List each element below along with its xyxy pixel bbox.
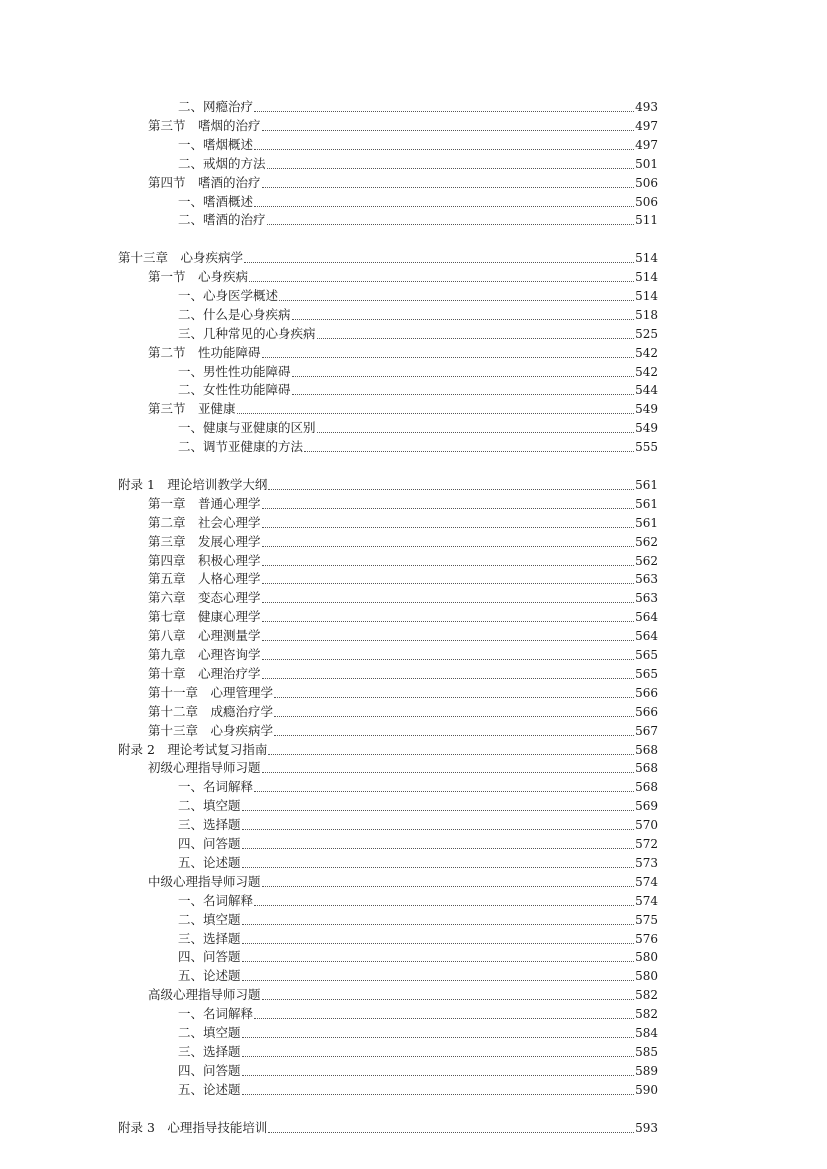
dot-leader: [262, 583, 635, 584]
toc-entry[interactable]: [178, 211, 658, 229]
toc-entry[interactable]: [178, 1062, 658, 1080]
toc-entry-label: 四、问答题: [178, 836, 241, 851]
dot-leader: [292, 319, 635, 320]
dot-leader: [262, 527, 635, 528]
toc-entry-page-number: 593: [635, 1121, 658, 1135]
dot-leader: [242, 1056, 635, 1057]
dot-leader: [279, 300, 634, 301]
dot-leader: [262, 678, 635, 679]
dot-leader: [268, 754, 634, 755]
toc-entry[interactable]: [148, 627, 658, 645]
toc-entry[interactable]: [178, 854, 658, 872]
dot-leader: [242, 1094, 635, 1095]
toc-entry-page-number: 562: [635, 554, 658, 568]
dot-leader: [267, 224, 635, 225]
toc-entry-label: 四、问答题: [178, 1063, 241, 1078]
dot-leader: [262, 565, 635, 566]
toc-entry-label: 第三章 发展心理学: [148, 534, 261, 549]
toc-entry-page-number: 564: [635, 629, 658, 643]
toc-entry-label: 四、问答题: [178, 949, 241, 964]
dot-leader: [274, 716, 634, 717]
toc-entry[interactable]: [148, 344, 658, 362]
toc-entry-page-number: 580: [635, 969, 658, 983]
dot-leader: [254, 111, 634, 112]
toc-entry-label: 二、什么是心身疾病: [178, 307, 291, 322]
toc-entry-page-number: 575: [635, 913, 658, 927]
dot-leader: [262, 659, 635, 660]
toc-entry-page-number: 542: [635, 346, 658, 360]
dot-leader: [242, 980, 635, 981]
toc-entry[interactable]: [178, 816, 658, 834]
toc-entry[interactable]: [148, 533, 658, 551]
toc-entry[interactable]: [178, 1005, 658, 1023]
dot-leader: [262, 640, 635, 641]
toc-entry[interactable]: [178, 363, 658, 381]
dot-leader: [242, 1037, 635, 1038]
dot-leader: [254, 791, 634, 792]
toc-entry-label: 二、填空题: [178, 912, 241, 927]
toc-entry-page-number: 567: [635, 724, 658, 738]
toc-entry-page-number: 570: [635, 818, 658, 832]
toc-entry-page-number: 561: [635, 516, 658, 530]
toc-entry[interactable]: [148, 722, 658, 740]
toc-entry-page-number: 564: [635, 610, 658, 624]
toc-entry-page-number: 555: [635, 440, 658, 454]
dot-leader: [242, 924, 635, 925]
toc-entry-page-number: 525: [635, 327, 658, 341]
toc-entry-page-number: 569: [635, 799, 658, 813]
dot-leader: [274, 735, 634, 736]
dot-leader: [262, 187, 635, 188]
toc-entry-label: 二、女性性功能障碍: [178, 382, 291, 397]
dot-leader: [268, 1132, 634, 1133]
dot-leader: [254, 149, 634, 150]
dot-leader: [262, 130, 635, 131]
toc-entry-page-number: 561: [635, 478, 658, 492]
toc-entry-page-number: 580: [635, 950, 658, 964]
toc-entry[interactable]: [148, 552, 658, 570]
toc-entry-page-number: 568: [635, 743, 658, 757]
toc-entry-label: 五、论述题: [178, 855, 241, 870]
dot-leader: [262, 508, 635, 509]
toc-entry-label: 中级心理指导师习题: [148, 874, 261, 889]
toc-entry[interactable]: [118, 249, 658, 267]
toc-entry-page-number: 514: [635, 251, 658, 265]
toc-entry-label: 二、填空题: [178, 798, 241, 813]
toc-entry[interactable]: [178, 892, 658, 910]
toc-entry[interactable]: [118, 476, 658, 494]
toc-entry-page-number: 549: [635, 402, 658, 416]
toc-entry-label: 一、嗜烟概述: [178, 137, 254, 152]
dot-leader: [242, 1075, 635, 1076]
dot-leader: [254, 905, 634, 906]
dot-leader: [249, 281, 634, 282]
toc-entry-page-number: 514: [635, 270, 658, 284]
dot-leader: [304, 451, 634, 452]
dot-leader: [254, 1018, 634, 1019]
toc-entry-page-number: 568: [635, 761, 658, 775]
toc-entry-page-number: 582: [635, 1007, 658, 1021]
toc-entry-label: 三、选择题: [178, 1044, 241, 1059]
toc-entry-label: 第十三章 心身疾病学: [148, 723, 274, 738]
toc-entry-page-number: 549: [635, 421, 658, 435]
toc-entry-label: 初级心理指导师习题: [148, 760, 261, 775]
toc-entry[interactable]: [178, 381, 658, 399]
toc-entry-label: 二、嗜酒的治疗: [178, 212, 266, 227]
toc-entry-label: 附录 1 理论培训教学大纲: [118, 477, 268, 492]
dot-leader: [267, 168, 635, 169]
toc-entry-label: 第三节 嗜烟的治疗: [148, 118, 261, 133]
toc-entry-label: 第十三章 心身疾病学: [118, 250, 244, 265]
toc-entry[interactable]: [148, 759, 658, 777]
toc-entry-label: 一、名词解释: [178, 779, 254, 794]
toc-entry-page-number: 585: [635, 1045, 658, 1059]
toc-entry[interactable]: [178, 967, 658, 985]
toc-entry-page-number: 562: [635, 535, 658, 549]
toc-entry[interactable]: [148, 174, 658, 192]
toc-entry-label: 附录 2 理论考试复习指南: [118, 742, 268, 757]
toc-entry-page-number: 506: [635, 195, 658, 209]
toc-entry-label: 第二章 社会心理学: [148, 515, 261, 530]
toc-entry-label: 五、论述题: [178, 1082, 241, 1097]
toc-entry-page-number: 542: [635, 365, 658, 379]
toc-entry[interactable]: [148, 495, 658, 513]
toc-entry-page-number: 576: [635, 932, 658, 946]
toc-entry[interactable]: [148, 268, 658, 286]
toc-entry[interactable]: [178, 193, 658, 211]
toc-entry-page-number: 561: [635, 497, 658, 511]
toc-entry-page-number: 497: [635, 138, 658, 152]
dot-leader: [242, 848, 635, 849]
toc-entry-page-number: 584: [635, 1026, 658, 1040]
dot-leader: [244, 262, 634, 263]
dot-leader: [262, 546, 635, 547]
toc-entry-label: 高级心理指导师习题: [148, 987, 261, 1002]
toc-entry[interactable]: [178, 1081, 658, 1099]
toc-entry-label: 一、心身医学概述: [178, 288, 279, 303]
toc-entry[interactable]: [178, 911, 658, 929]
toc-entry[interactable]: [148, 117, 658, 135]
toc-entry-label: 第十二章 成瘾治疗学: [148, 704, 274, 719]
toc-entry-label: 第三节 亚健康: [148, 401, 236, 416]
toc-entry[interactable]: [178, 930, 658, 948]
toc-entry[interactable]: [148, 400, 658, 418]
toc-entry-label: 二、填空题: [178, 1025, 241, 1040]
toc-entry[interactable]: [118, 741, 658, 759]
toc-entry[interactable]: [148, 570, 658, 588]
toc-entry-label: 第一节 心身疾病: [148, 269, 249, 284]
dot-leader: [242, 829, 635, 830]
toc-entry[interactable]: [148, 703, 658, 721]
toc-entry[interactable]: [148, 589, 658, 607]
toc-entry[interactable]: [148, 514, 658, 532]
toc-entry[interactable]: [148, 665, 658, 683]
toc-entry-label: 二、调节亚健康的方法: [178, 439, 304, 454]
toc-entry[interactable]: [148, 986, 658, 1004]
toc-entry-page-number: 565: [635, 648, 658, 662]
dot-leader: [242, 867, 635, 868]
dot-leader: [262, 886, 635, 887]
toc-entry[interactable]: [178, 1043, 658, 1061]
toc-entry-page-number: 497: [635, 119, 658, 133]
toc-entry[interactable]: [148, 646, 658, 664]
dot-leader: [262, 999, 635, 1000]
toc-entry-label: 第十一章 心理管理学: [148, 685, 274, 700]
dot-leader: [262, 772, 635, 773]
dot-leader: [274, 697, 634, 698]
toc-entry[interactable]: [178, 287, 658, 305]
dot-leader: [268, 489, 634, 490]
toc-entry-label: 第九章 心理咨询学: [148, 647, 261, 662]
dot-leader: [242, 810, 635, 811]
toc-entry-page-number: 565: [635, 667, 658, 681]
dot-leader: [262, 357, 635, 358]
toc-entry[interactable]: [148, 684, 658, 702]
toc-entry-label: 一、嗜酒概述: [178, 194, 254, 209]
dot-leader: [242, 961, 635, 962]
toc-entry[interactable]: [178, 155, 658, 173]
toc-entry-label: 三、几种常见的心身疾病: [178, 326, 316, 341]
toc-entry-label: 第十章 心理治疗学: [148, 666, 261, 681]
toc-entry-label: 三、选择题: [178, 817, 241, 832]
dot-leader: [317, 432, 635, 433]
dot-leader: [262, 602, 635, 603]
toc-entry[interactable]: [118, 1119, 658, 1137]
toc-entry-page-number: 589: [635, 1064, 658, 1078]
dot-leader: [262, 621, 635, 622]
toc-entry-page-number: 590: [635, 1083, 658, 1097]
toc-entry-page-number: 518: [635, 308, 658, 322]
toc-entry-label: 附录 3 心理指导技能培训: [118, 1120, 268, 1135]
toc-entry-page-number: 572: [635, 837, 658, 851]
toc-entry-page-number: 568: [635, 780, 658, 794]
toc-entry-label: 三、选择题: [178, 931, 241, 946]
toc-entry-label: 第七章 健康心理学: [148, 609, 261, 624]
toc-entry-label: 第六章 变态心理学: [148, 590, 261, 605]
toc-entry[interactable]: [148, 873, 658, 891]
toc-entry-page-number: 574: [635, 894, 658, 908]
toc-entry[interactable]: [178, 438, 658, 456]
toc-entry[interactable]: [178, 419, 658, 437]
toc-entry[interactable]: [178, 306, 658, 324]
dot-leader: [242, 943, 635, 944]
toc-entry[interactable]: [178, 778, 658, 796]
toc-entry-label: 二、戒烟的方法: [178, 156, 266, 171]
toc-entry[interactable]: [178, 948, 658, 966]
toc-entry-page-number: 563: [635, 572, 658, 586]
toc-entry[interactable]: [178, 136, 658, 154]
toc-entry-page-number: 493: [635, 100, 658, 114]
toc-entry-label: 第一章 普通心理学: [148, 496, 261, 511]
toc-entry-label: 第五章 人格心理学: [148, 571, 261, 586]
dot-leader: [292, 376, 635, 377]
toc-entry-label: 第二节 性功能障碍: [148, 345, 261, 360]
toc-entry[interactable]: [178, 797, 658, 815]
dot-leader: [237, 413, 635, 414]
toc-entry-page-number: 563: [635, 591, 658, 605]
toc-entry-label: 五、论述题: [178, 968, 241, 983]
toc-entry[interactable]: [178, 1024, 658, 1042]
toc-entry[interactable]: [178, 325, 658, 343]
toc-entry-page-number: 566: [635, 705, 658, 719]
dot-leader: [254, 206, 634, 207]
toc-entry-label: 第四节 嗜酒的治疗: [148, 175, 261, 190]
toc-entry-page-number: 514: [635, 289, 658, 303]
toc-entry-page-number: 544: [635, 383, 658, 397]
toc-entry-label: 第四章 积极心理学: [148, 553, 261, 568]
toc-entry-page-number: 582: [635, 988, 658, 1002]
toc-entry-label: 一、健康与亚健康的区别: [178, 420, 316, 435]
toc-entry[interactable]: [148, 608, 658, 626]
dot-leader: [317, 338, 635, 339]
toc-entry-page-number: 574: [635, 875, 658, 889]
toc-entry[interactable]: [178, 98, 658, 116]
dot-leader: [292, 394, 635, 395]
toc-entry-page-number: 501: [635, 157, 658, 171]
toc-entry-label: 一、男性性功能障碍: [178, 364, 291, 379]
toc-entry-label: 一、名词解释: [178, 893, 254, 908]
toc-entry-page-number: 511: [635, 213, 658, 227]
toc-entry-label: 一、名词解释: [178, 1006, 254, 1021]
toc-entry-label: 第八章 心理测量学: [148, 628, 261, 643]
toc-entry-page-number: 566: [635, 686, 658, 700]
toc-entry-page-number: 506: [635, 176, 658, 190]
toc-entry-label: 二、网瘾治疗: [178, 99, 254, 114]
toc-entry-page-number: 573: [635, 856, 658, 870]
toc-entry[interactable]: [178, 835, 658, 853]
